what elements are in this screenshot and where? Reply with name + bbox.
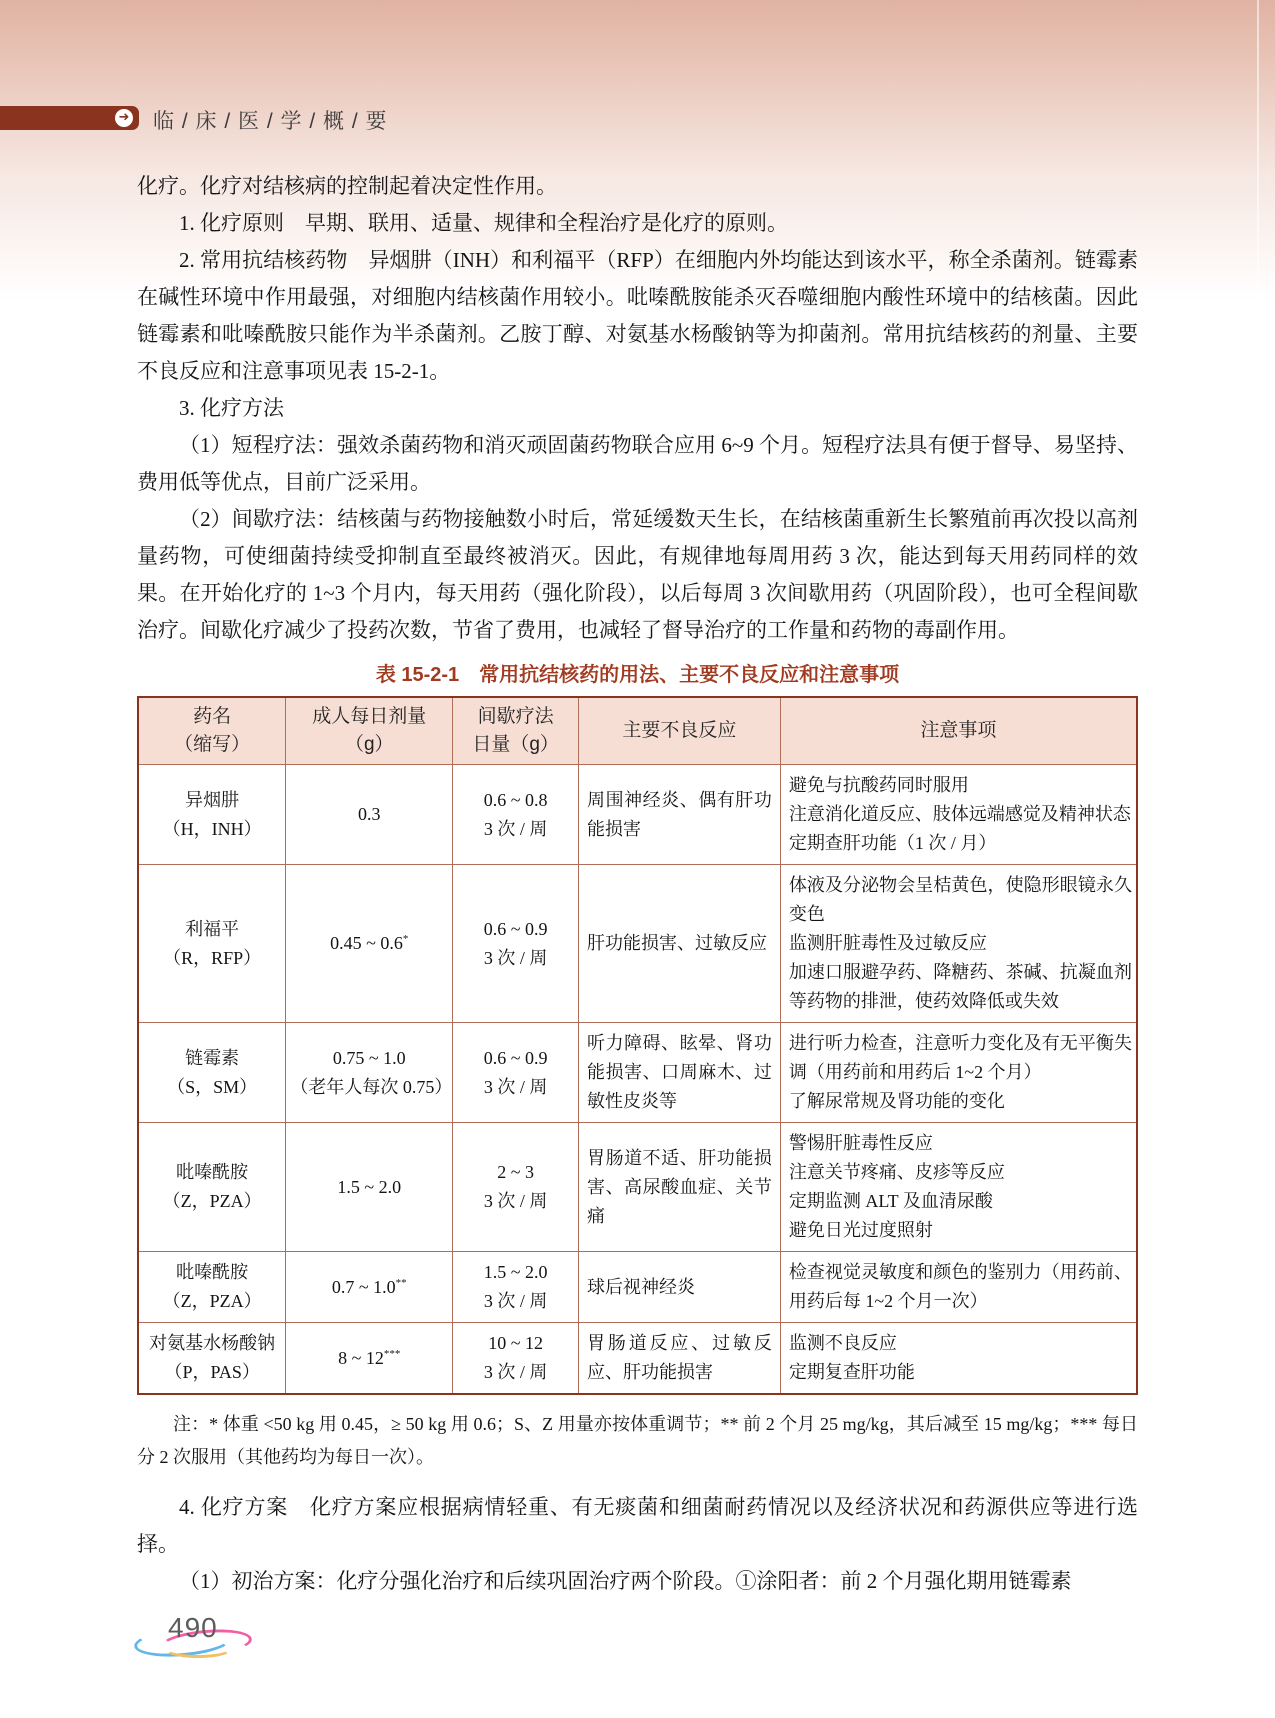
dose-footnote-marker: *** [383,1347,401,1360]
cell-line: 0.3 [358,804,381,824]
cell-line: 了解尿常规及肾功能的变化 [788,1091,1005,1111]
paragraph-common-drugs: 2. 常用抗结核药物 异烟肼（INH）和利福平（RFP）在细胞内外均能达到该水平，称全杀菌剂。链霉素在碱性环境中作用最强，对细胞内结核菌作用较小。吡嗪酰胺能杀灭吞噬细胞内酸性环境中的结核菌。因此链霉素和吡嗪酰胺只能作为半杀菌剂。乙胺丁醇、对氨基水杨酸钠等为抑菌剂。常用抗结核药的剂量、主要不良反应和注意事项见表 15-2-1。 [137,248,1138,383]
cell-line: 体液及分泌物会呈桔黄色，使隐形眼镜永久变色 [788,875,1132,924]
cell-line: （P，PAS） [164,1362,260,1382]
table-row [138,1323,1137,1395]
cell-line: 进行听力检查，注意听力变化及有无平衡失调（用药前和用药后 1~2 个月） [788,1033,1132,1082]
cell-line: 3 次 / 周 [483,1362,548,1382]
drug-table-body [138,765,1137,1395]
cell-line: 药名 [193,706,232,727]
table-header-cell [286,697,453,765]
cell-line: 0.6 ~ 0.8 [483,789,548,810]
table-row [138,1123,1137,1252]
cell-line: 监测不良反应 [788,1333,897,1353]
intermittent-dose-cell [453,1023,579,1123]
adverse-reactions-cell: 周围神经炎、偶有肝功能损害 [579,765,781,865]
precautions-cell [780,865,1137,1023]
page-header-bar [0,106,139,130]
cell-line: 定期查肝功能（1 次 / 月） [788,833,997,853]
dose-footnote-marker: ** [395,1276,407,1289]
cell-line: 吡嗪酰胺 [176,1262,249,1282]
cell-line: 间歇疗法 [477,706,554,727]
cell-line: 检查视觉灵敏度和颜色的鉴别力（用药前、用药后每 1~2 个月一次） [788,1262,1132,1311]
cell-line: 3 次 / 周 [483,947,548,968]
cell-line: 注意消化道反应、肢体远端感觉及精神状态 [788,804,1131,824]
cell-line: （老年人每次 0.75） [290,1076,453,1097]
adverse-reactions-cell: 胃肠道反应、过敏反应、肝功能损害 [579,1323,781,1395]
cell-line: 定期复查肝功能 [788,1362,915,1382]
cell-line: 注意关节疼痛、皮疹等反应 [788,1162,1005,1182]
cell-line: 0.75 ~ 1.0 [332,1047,406,1068]
intermittent-dose-cell [453,765,579,865]
table-row [138,1023,1137,1123]
cell-line: （Z，PZA） [162,1191,262,1211]
cell-line: 成人每日剂量 [312,706,427,727]
dose-footnote-marker: * [402,933,409,945]
intermittent-dose-cell [453,1123,579,1252]
cell-line: 链霉素 [185,1047,240,1068]
table-header-cell [138,697,286,765]
cell-line: 异烟肼 [185,789,240,810]
cell-line: （g） [344,734,394,755]
cell-line: 8 ~ 12*** [338,1347,401,1368]
cell-line: 3 次 / 周 [483,1291,548,1311]
cell-line: 避免日光过度照射 [788,1220,933,1240]
drug-name-cell [138,1023,286,1123]
drug-table [137,696,1138,1395]
intermittent-dose-cell [453,1252,579,1323]
precautions-cell [780,765,1137,865]
table-row [138,765,1137,865]
cell-line: （R，RFP） [163,947,262,968]
daily-dose-cell [286,1023,453,1123]
adverse-reactions-cell: 肝功能损害、过敏反应 [579,865,781,1023]
cell-line: （缩写） [174,734,251,755]
drug-name-cell [138,865,286,1023]
precautions-cell [780,1323,1137,1395]
table-footnote: 注：* 体重 <50 kg 用 0.45，≥ 50 kg 用 0.6；S、Z 用量亦按体重调节；** 前 2 个月 25 mg/kg，其后减至 15 mg/kg；*** 每日分 2 次服用（其他药均为每日一次）。 [137,1414,1138,1467]
paragraph-intermittent: （2）间歇疗法：结核菌与药物接触数小时后，常延缓数天生长，在结核菌重新生长繁殖前再次投以高剂量药物，可使细菌持续受抑制直至最终被消灭。因此，有规律地每周用药 3 次，能达到每天用药同样的效果。在开始化疗的 1~3 个月内，每天用药（强化阶段），以后每周 3 次间歇用药（巩固阶段），也可全程间歇治疗。间歇化疗减少了投药次数，节省了费用，也减轻了督导治疗的工作量和药物的毒副作用。 [137,507,1138,642]
cell-line: 3 次 / 周 [483,818,548,839]
cell-line: 日量（g） [472,734,559,755]
table-header-cell [579,697,781,765]
cell-line: 避免与抗酸药同时服用 [788,775,969,795]
intermittent-dose-cell [453,865,579,1023]
cell-line: 0.45 ~ 0.6* [330,933,409,953]
page-number: 490 [168,1612,218,1643]
paragraph-chemo-methods: 3. 化疗方法 [179,396,284,420]
table-row [138,1252,1137,1323]
daily-dose-cell [286,1252,453,1323]
paragraph-initial-plan: （1）初治方案：化疗分强化治疗和后续巩固治疗两个阶段。①涂阳者：前 2 个月强化期用链霉素 [179,1569,1072,1593]
cell-line: 3 次 / 周 [483,1076,548,1097]
drug-name-cell [138,1323,286,1395]
daily-dose-cell [286,865,453,1023]
page-number-block [148,1606,248,1656]
adverse-reactions-cell: 听力障碍、眩晕、肾功能损害、口周麻木、过敏性皮炎等 [579,1023,781,1123]
cell-line: （Z，PZA） [162,1291,262,1311]
cell-line: （H，INH） [162,818,262,839]
table-header-cell [780,697,1137,765]
cell-line: 3 次 / 周 [483,1191,548,1211]
cell-line: 1.5 ~ 2.0 [337,1176,402,1197]
cell-line: 主要不良反应 [622,720,737,741]
precautions-cell [780,1252,1137,1323]
precautions-cell [780,1123,1137,1252]
paragraph-short-course: （1）短程疗法：强效杀菌药物和消灭顽固菌药物联合应用 6~9 个月。短程疗法具有便于督导、易坚持、费用低等优点，目前广泛采用。 [137,433,1138,494]
cell-line: 10 ~ 12 [488,1333,543,1353]
paragraph-chemo-intro: 化疗。化疗对结核病的控制起着决定性作用。 [137,174,557,198]
adverse-reactions-cell: 球后视神经炎 [579,1252,781,1323]
cell-line: 1.5 ~ 2.0 [483,1262,548,1282]
drug-name-cell [138,765,286,865]
cell-line: 利福平 [185,918,240,939]
adverse-reactions-cell: 胃肠道不适、肝功能损害、高尿酸血症、关节痛 [579,1123,781,1252]
cell-line: 0.6 ~ 0.9 [483,1047,548,1068]
table-header-cell [453,697,579,765]
book-title: 临 / 床 / 医 / 学 / 概 / 要 [153,110,388,133]
cell-line: 0.7 ~ 1.0** [331,1276,407,1297]
paragraph-chemo-principle: 1. 化疗原则 早期、联用、适量、规律和全程治疗是化疗的原则。 [179,211,788,235]
cell-line: 加速口服避孕药、降糖药、茶碱、抗凝血剂等药物的排泄，使药效降低或失效 [788,962,1132,1011]
cell-line: 警惕肝脏毒性反应 [788,1133,933,1153]
page-edge-line [1257,0,1259,300]
cell-line: 定期监测 ALT 及血清尿酸 [788,1191,993,1211]
arrow-circle-icon: ➜ [115,109,133,127]
cell-line: 监测肝脏毒性及过敏反应 [788,933,987,953]
cell-line: （S，SM） [167,1076,258,1097]
daily-dose-cell [286,765,453,865]
intermittent-dose-cell [453,1323,579,1395]
drug-name-cell [138,1252,286,1323]
daily-dose-cell [286,1123,453,1252]
cell-line: 注意事项 [920,720,997,741]
precautions-cell [780,1023,1137,1123]
page-content [137,168,1138,1600]
drug-name-cell [138,1123,286,1252]
cell-line: 2 ~ 3 [497,1162,534,1182]
daily-dose-cell [286,1323,453,1395]
drug-table-head-row [138,697,1137,765]
table-row [138,865,1137,1023]
cell-line: 对氨基水杨酸钠 [149,1333,276,1353]
table-caption: 表 15-2-1 常用抗结核药的用法、主要不良反应和注意事项 [375,664,900,686]
paragraph-chemo-plan: 4. 化疗方案 化疗方案应根据病情轻重、有无痰菌和细菌耐药情况以及经济状况和药源供应等进行选择。 [137,1495,1138,1556]
cell-line: 吡嗪酰胺 [176,1162,249,1182]
cell-line: 0.6 ~ 0.9 [483,918,548,939]
